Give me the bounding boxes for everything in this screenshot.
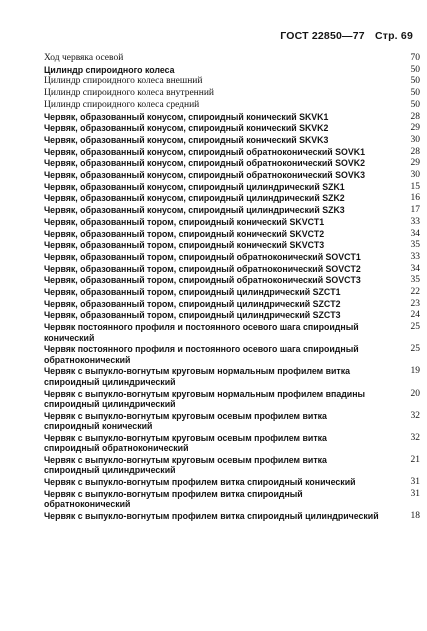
- entry-page-number: 32: [410, 410, 420, 421]
- entry-term: Червяк с выпукло-вогнутым профилем витка спироидный цилиндрический: [44, 510, 379, 521]
- index-entry: [44, 366, 420, 387]
- entry-page-number: 35: [410, 275, 420, 286]
- index-entry: [44, 477, 420, 487]
- entry-term: Червяк, образованный конусом, спироидный цилиндрический SZK2: [44, 193, 345, 204]
- entry-page-number: 22: [410, 287, 420, 298]
- entry-term: Червяк с выпукло-вогнутым профилем витка спироидный обратноконический: [44, 488, 303, 510]
- entry-page-number: 16: [410, 193, 420, 204]
- entry-page-number: 31: [410, 488, 420, 499]
- entry-page-number: 24: [410, 310, 420, 321]
- index-entry: [44, 389, 420, 410]
- entry-page-number: 19: [410, 366, 420, 377]
- index-entry: [44, 310, 420, 320]
- entry-term: Червяк с выпукло-вогнутым профилем витка спироидный конический: [44, 476, 356, 487]
- entry-term: Червяк, образованный тором, спироидный конический SKVCT1: [44, 216, 325, 227]
- index-entry: [44, 158, 420, 168]
- entry-term: Червяк постоянного профиля и постоянного осевого шага спироидный обратноконический: [44, 344, 359, 365]
- page-header: [273, 30, 413, 42]
- entry-page-number: 32: [410, 432, 420, 443]
- entry-term: Червяк, образованный тором, спироидный обратноконический SOVCT2: [44, 263, 361, 274]
- entry-term: Червяк с выпукло-вогнутым круговым нормальным профилем витка спироидный цилиндрический: [44, 366, 351, 387]
- index-entry: [44, 240, 420, 250]
- standard-number: ГОСТ 22850—77: [280, 30, 365, 42]
- entry-page-number: 18: [410, 510, 420, 521]
- entry-term: Червяк, образованный тором, спироидный обратноконический SOVCT3: [44, 275, 361, 286]
- entry-term: Червяк, образованный конусом, спироидный конический SKVK1: [44, 111, 329, 122]
- index-entry: [44, 217, 420, 227]
- entry-term: Червяк, образованный тором, спироидный цилиндрический SZCT3: [44, 310, 341, 321]
- entry-page-number: 50: [410, 76, 420, 87]
- index-entry: [44, 299, 420, 309]
- entry-page-number: 20: [410, 388, 420, 399]
- entry-term: Цилиндр спироидного колеса внешний: [44, 76, 203, 87]
- index-entry: [44, 135, 420, 145]
- index-entry: [44, 65, 420, 75]
- entry-term: Червяк постоянного профиля и постоянного осевого шага спироидный конический: [44, 322, 359, 343]
- entry-page-number: 34: [410, 263, 420, 274]
- entry-term: Червяк, образованный тором, спироидный обратноконический SOVCT1: [44, 251, 361, 262]
- entry-term: Червяк, образованный тором, спироидный цилиндрический SZCT2: [44, 298, 341, 309]
- entry-page-number: 70: [410, 53, 420, 63]
- entry-page-number: 28: [410, 146, 420, 157]
- entry-term: Червяк, образованный конусом, спироидный обратноконический SOVK1: [44, 146, 365, 157]
- index-entry: [44, 170, 420, 180]
- entry-term: Червяк, образованный конусом, спироидный конический SKVK3: [44, 134, 329, 145]
- entry-page-number: 50: [410, 88, 420, 99]
- index-entry: [44, 489, 420, 510]
- entry-term: Ход червяка осевой: [44, 53, 124, 63]
- entry-page-number: 25: [410, 322, 420, 333]
- entry-term: Червяк, образованный тором, спироидный конический SKVCT2: [44, 228, 325, 239]
- entry-term: Червяк, образованный конусом, спироидный цилиндрический SZK1: [44, 181, 345, 192]
- entry-term: Цилиндр спироидного колеса внутренний: [44, 88, 214, 99]
- index-entry: [44, 275, 420, 285]
- entry-term: Червяк с выпукло-вогнутым круговым осевым профилем витка спироидный цилиндрический: [44, 454, 327, 476]
- entry-term: Червяк с выпукло-вогнутым круговым осевым профилем витка спироидный обратноконический: [44, 432, 327, 454]
- entry-page-number: 15: [410, 181, 420, 192]
- index-entry: [44, 229, 420, 239]
- entry-term: Червяк, образованный тором, спироидный цилиндрический SZCT1: [44, 287, 341, 298]
- entry-page-number: 50: [410, 99, 420, 110]
- index-entry: [44, 344, 420, 365]
- index-entry: [44, 433, 420, 454]
- entry-page-number: 29: [410, 158, 420, 169]
- entry-term: Червяк, образованный конусом, спироидный цилиндрический SZK3: [44, 205, 345, 216]
- entry-term: Цилиндр спироидного колеса средний: [44, 99, 200, 110]
- index-entry: [44, 411, 420, 432]
- entry-term: Цилиндр спироидного колеса: [44, 64, 175, 75]
- entry-term: Червяк с выпукло-вогнутым круговым осевым профилем витка спироидный конический: [44, 410, 327, 432]
- index-entry: [44, 455, 420, 476]
- index-entry: [44, 112, 420, 122]
- index-entry: [44, 88, 420, 98]
- entry-page-number: 28: [410, 111, 420, 122]
- entry-page-number: 17: [410, 205, 420, 216]
- index-entry: [44, 182, 420, 192]
- entry-term: Червяк, образованный конусом, спироидный обратноконический SOVK3: [44, 170, 365, 181]
- entry-term: Червяк, образованный тором, спироидный конический SKVCT3: [44, 240, 325, 251]
- entry-page-number: 50: [410, 64, 420, 75]
- entry-page-number: 21: [410, 454, 420, 465]
- index-entry: [44, 322, 420, 343]
- page-number: Стр. 69: [374, 30, 413, 42]
- entry-page-number: 33: [410, 251, 420, 262]
- entry-term: Червяк, образованный конусом, спироидный конический SKVK2: [44, 123, 329, 134]
- entry-page-number: 31: [410, 476, 420, 487]
- entry-page-number: 33: [410, 216, 420, 227]
- entry-page-number: 30: [410, 170, 420, 181]
- entry-page-number: 35: [410, 240, 420, 251]
- index-entry: [44, 205, 420, 215]
- index-entry: [44, 252, 420, 262]
- index-entry: [44, 76, 420, 86]
- index-entry: [44, 264, 420, 274]
- entry-term: Червяк, образованный конусом, спироидный обратноконический SOVK2: [44, 158, 365, 169]
- entry-page-number: 23: [410, 298, 420, 309]
- index-entry: [44, 100, 420, 110]
- index-entry: [44, 511, 420, 521]
- entry-page-number: 29: [410, 123, 420, 134]
- entry-page-number: 30: [410, 134, 420, 145]
- entry-page-number: 34: [410, 228, 420, 239]
- index-entry: [44, 147, 420, 157]
- index-entry: [44, 53, 420, 63]
- index-entry: [44, 287, 420, 297]
- entry-term: Червяк с выпукло-вогнутым круговым нормальным профилем впадины спироидный цилиндрический: [44, 388, 366, 409]
- index-entry: [44, 193, 420, 203]
- entry-page-number: 25: [410, 344, 420, 355]
- index-entry: [44, 123, 420, 133]
- index-list: [44, 53, 420, 522]
